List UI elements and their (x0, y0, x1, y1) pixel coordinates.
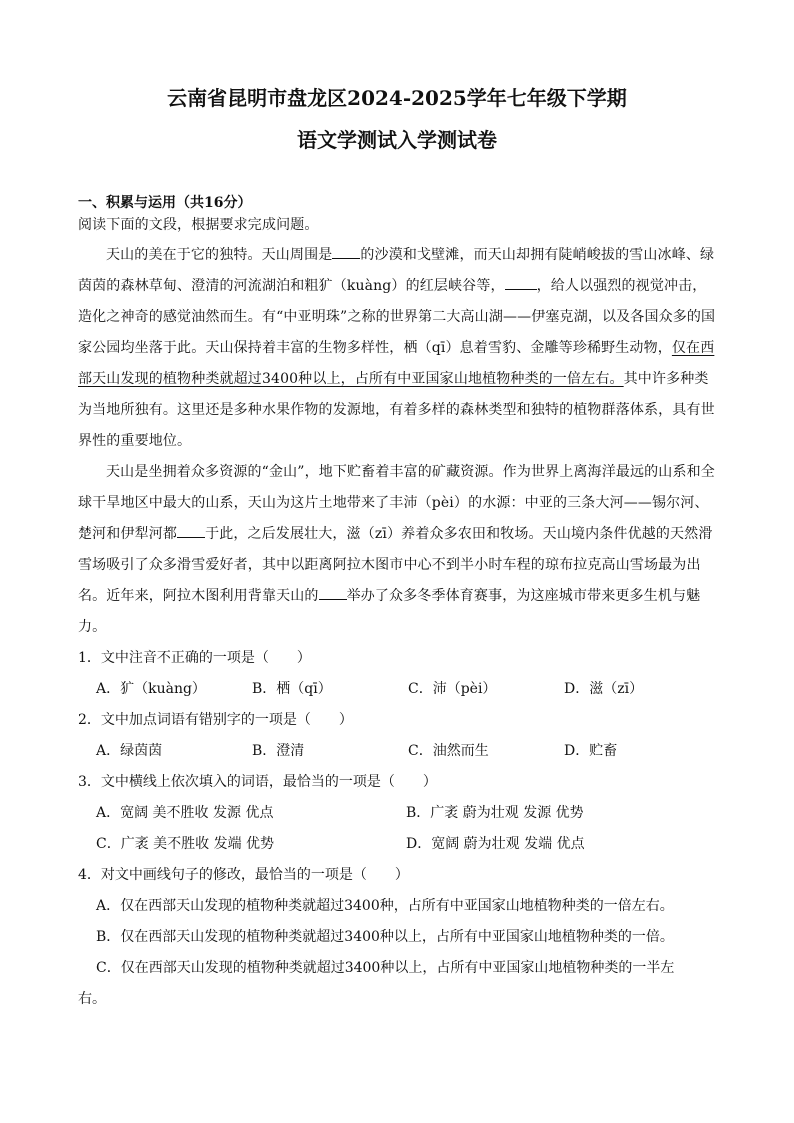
option-a: A．绿茵茵 (96, 743, 163, 759)
question-1: 1．文中注音不正确的一项是（ ） (78, 650, 311, 666)
underlined-sentence: 仅在西部天山发现的植物种类就超过3400种以上，占所有中亚国家山地植物种类的一倍左右。 (78, 340, 715, 387)
question-4: 4．对文中画线句子的修改，最恰当的一项是（ ） (78, 867, 409, 883)
question-3-options (78, 798, 716, 860)
question-2: 2．文中加点词语有错别字的一项是（ ） (78, 712, 353, 728)
option-c: C．广袤 美不胜收 发端 优势 (96, 836, 275, 852)
option-c-continuation: 右。 (78, 991, 106, 1007)
reading-instruction: 阅读下面的文段，根据要求完成问题。 (78, 217, 319, 233)
passage-paragraph-1: 天山的美在于它的独特。天山周围是 的沙漠和戈壁滩，而天山却拥有陡峭峻拔的雪山冰峰、绿茵茵的森林草甸、澄清的河流湖泊和粗犷（kuàng）的红层峡谷等， ，给人以强烈的视觉冲击，造化之神奇的感觉油然而生。有“中亚明珠”之称的世界第二大高山湖——伊塞克湖，以及各国众多的国家公园均坐落于此。天山保持着丰富的生物多样性，栖（qī）息着雪豹、金雕等珍稀野生动物，仅在西部天山发现的植物种类就超过3400种以上，占所有中亚国家山地植物种类的一倍左右。其中许多种类为当地所独有。这里还是多种水果作物的发源地，有着多样的森林类型和独特的植物群落体系，具有世界性的重要地位。 (78, 240, 716, 457)
option-b: B．广袤 蔚为壮观 发源 优势 (406, 805, 584, 821)
option-c: C．油然而生 (408, 743, 489, 759)
question-2-options (78, 736, 716, 767)
option-c: C．仅在西部天山发现的植物种类就超过3400种以上，占所有中亚国家山地植物种类的一半左 (96, 960, 675, 976)
option-b: B．仅在西部天山发现的植物种类就超过3400种以上，占所有中亚国家山地植物种类的一倍。 (96, 929, 674, 945)
page-title: 云南省昆明市盘龙区2024-2025学年七年级下学期 (167, 86, 627, 110)
passage-paragraph-2: 天山是坐拥着众多资源的“金山”，地下贮畜着丰富的矿藏资源。作为世界上离海洋最远的山系和全球干旱地区中最大的山系，天山为这片土地带来了丰沛（pèi）的水源：中亚的三条大河——锡尔河、楚河和伊犁河都 于此，之后发展壮大，滋（zī）养着众多农田和牧场。天山境内条件优越的天然滑雪场吸引了众多滑雪爱好者，其中以距离阿拉木图市中心不到半小时车程的琼布拉克高山雪场最为出名。近年来，阿拉木图利用背靠天山的 举办了众多冬季体育赛事，为这座城市带来更多生机与魅力。 (78, 464, 715, 635)
option-a: A．宽阔 美不胜收 发源 优点 (96, 805, 274, 821)
fill-blank-3 (177, 523, 205, 538)
option-b: B．澄清 (252, 743, 305, 759)
fill-blank-2 (505, 275, 537, 290)
option-d: D．宽阔 蔚为壮观 发端 优点 (406, 836, 585, 852)
question-3: 3．文中横线上依次填入的词语，最恰当的一项是（ ） (78, 774, 437, 790)
option-d: D．贮畜 (564, 743, 618, 759)
fill-blank-4 (319, 585, 347, 600)
option-a: A．仅在西部天山发现的植物种类就超过3400种，占所有中亚国家山地植物种类的一倍左右。 (96, 898, 674, 914)
fill-blank-1 (332, 244, 360, 259)
option-d: D．滋（zī） (564, 681, 644, 697)
option-c: C．沛（pèi） (408, 681, 497, 697)
option-a: A．犷（kuàng） (96, 681, 206, 697)
section-heading: 一、积累与运用（共16分） (78, 195, 252, 211)
question-1-options (78, 674, 716, 705)
page-subtitle: 语文学测试入学测试卷 (297, 128, 497, 152)
option-b: B．栖（qī） (252, 681, 332, 697)
